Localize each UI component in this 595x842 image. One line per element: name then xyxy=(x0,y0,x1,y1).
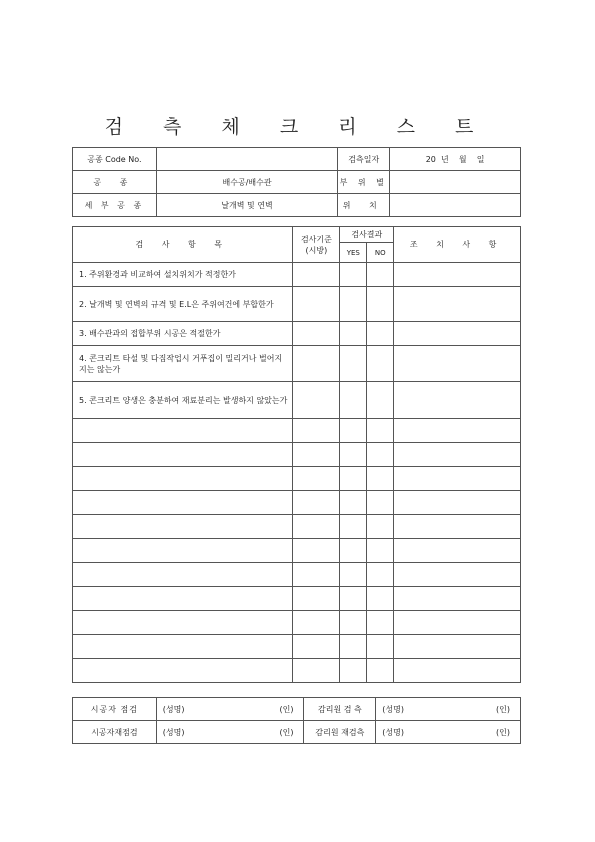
page-title: 검 측 체 크 리 스 트 xyxy=(104,116,491,138)
sign-name-text: (성명) xyxy=(382,727,404,737)
item-cell[interactable] xyxy=(73,611,293,635)
no-cell[interactable] xyxy=(367,515,394,539)
header-table xyxy=(72,147,521,217)
check-item: 4. 콘크리트 타설 및 다짐작업시 거푸집이 밀리거나 벌어지지는 않는가 xyxy=(73,346,293,382)
standard-cell[interactable] xyxy=(293,635,340,659)
yes-cell[interactable] xyxy=(340,587,367,611)
no-cell[interactable] xyxy=(367,467,394,491)
standard-cell[interactable] xyxy=(293,587,340,611)
yes-cell[interactable] xyxy=(340,539,367,563)
item-cell[interactable] xyxy=(73,635,293,659)
check-item: 2. 날개벽 및 연벽의 규격 및 E.L은 주위여건에 부합한가 xyxy=(73,287,293,322)
col-result-header: 검사결과 xyxy=(340,227,394,243)
no-cell[interactable] xyxy=(367,659,394,683)
empty-row xyxy=(73,563,521,587)
item-cell[interactable] xyxy=(73,443,293,467)
action-cell[interactable] xyxy=(394,263,521,287)
action-cell[interactable] xyxy=(394,563,521,587)
yes-cell[interactable] xyxy=(340,491,367,515)
standard-cell[interactable] xyxy=(293,491,340,515)
table-row xyxy=(73,322,521,346)
action-cell[interactable] xyxy=(394,287,521,322)
yes-cell[interactable] xyxy=(340,443,367,467)
yes-cell[interactable] xyxy=(340,287,367,322)
contractor-inspector-label: 시공자 점검 xyxy=(73,698,157,721)
action-cell[interactable] xyxy=(394,635,521,659)
empty-row xyxy=(73,539,521,563)
standard-cell[interactable] xyxy=(293,322,340,346)
table-row xyxy=(73,263,521,287)
table-row xyxy=(73,287,521,322)
no-cell[interactable] xyxy=(367,587,394,611)
yes-cell[interactable] xyxy=(340,611,367,635)
position-field[interactable] xyxy=(390,194,521,217)
empty-row xyxy=(73,443,521,467)
supervisor-reinspect-sign[interactable] xyxy=(376,721,521,744)
no-cell[interactable] xyxy=(367,419,394,443)
col-action-header: 조 치 사 항 xyxy=(394,227,521,263)
location-field[interactable] xyxy=(390,171,521,194)
no-cell[interactable] xyxy=(367,346,394,382)
seal-text: (인) xyxy=(279,704,294,714)
item-cell[interactable] xyxy=(73,419,293,443)
col-yes-header: YES xyxy=(340,243,367,263)
seal-text: (인) xyxy=(279,727,294,737)
empty-row xyxy=(73,419,521,443)
action-cell[interactable] xyxy=(394,322,521,346)
standard-cell[interactable] xyxy=(293,539,340,563)
empty-row xyxy=(73,515,521,539)
item-cell[interactable] xyxy=(73,563,293,587)
standard-cell[interactable] xyxy=(293,346,340,382)
sign-name-text: (성명) xyxy=(382,704,404,714)
no-cell[interactable] xyxy=(367,443,394,467)
yes-cell[interactable] xyxy=(340,659,367,683)
seal-text: (인) xyxy=(496,704,510,714)
action-cell[interactable] xyxy=(394,419,521,443)
yes-cell[interactable] xyxy=(340,263,367,287)
position-label: 위 치 xyxy=(338,194,390,217)
supervisor-inspect-label: 감리원 검 측 xyxy=(304,698,376,721)
no-cell[interactable] xyxy=(367,539,394,563)
empty-row xyxy=(73,467,521,491)
check-item: 3. 배수관과의 접합부위 시공은 적절한가 xyxy=(73,322,293,346)
action-cell[interactable] xyxy=(394,587,521,611)
no-cell[interactable] xyxy=(367,611,394,635)
no-cell[interactable] xyxy=(367,635,394,659)
table-row xyxy=(73,382,521,419)
work-type-value[interactable]: 배수공/배수관 xyxy=(156,171,337,194)
standard-cell[interactable] xyxy=(293,515,340,539)
yes-cell[interactable] xyxy=(340,346,367,382)
standard-cell[interactable] xyxy=(293,419,340,443)
detail-work-value[interactable]: 날개벽 및 연벽 xyxy=(156,194,337,217)
empty-row xyxy=(73,659,521,683)
item-cell[interactable] xyxy=(73,467,293,491)
signature-table xyxy=(72,697,521,744)
standard-cell[interactable] xyxy=(293,467,340,491)
inspection-date-label: 검측일자 xyxy=(338,148,390,171)
yes-cell[interactable] xyxy=(340,467,367,491)
standard-cell[interactable] xyxy=(293,382,340,419)
yes-cell[interactable] xyxy=(340,635,367,659)
yes-cell[interactable] xyxy=(340,419,367,443)
col-standard-header xyxy=(293,227,340,263)
action-cell[interactable] xyxy=(394,467,521,491)
action-cell[interactable] xyxy=(394,491,521,515)
standard-cell[interactable] xyxy=(293,563,340,587)
item-cell[interactable] xyxy=(73,515,293,539)
action-cell[interactable] xyxy=(394,346,521,382)
check-item: 5. 콘크리트 양생은 충분하여 재료분리는 발생하지 않았는가 xyxy=(73,382,293,419)
no-cell[interactable] xyxy=(367,287,394,322)
code-label: 공종 Code No. xyxy=(73,148,157,171)
location-label: 부 위 별 xyxy=(338,171,390,194)
contractor-inspector-sign[interactable] xyxy=(156,698,304,721)
item-cell[interactable] xyxy=(73,659,293,683)
item-cell[interactable] xyxy=(73,539,293,563)
standard-cell[interactable] xyxy=(293,659,340,683)
col-item-header: 검 사 항 목 xyxy=(73,227,293,263)
check-item: 1. 주위환경과 비교하여 설치위치가 적정한가 xyxy=(73,263,293,287)
no-cell[interactable] xyxy=(367,382,394,419)
action-cell[interactable] xyxy=(394,539,521,563)
item-cell[interactable] xyxy=(73,587,293,611)
code-field[interactable] xyxy=(156,148,337,171)
yes-cell[interactable] xyxy=(340,563,367,587)
yes-cell[interactable] xyxy=(340,322,367,346)
no-cell[interactable] xyxy=(367,322,394,346)
table-row xyxy=(73,346,521,382)
standard-cell[interactable] xyxy=(293,611,340,635)
empty-row xyxy=(73,635,521,659)
action-cell[interactable] xyxy=(394,659,521,683)
empty-row xyxy=(73,587,521,611)
action-cell[interactable] xyxy=(394,515,521,539)
standard-cell[interactable] xyxy=(293,263,340,287)
empty-row xyxy=(73,491,521,515)
col-standard-line2: (시방) xyxy=(305,245,328,255)
action-cell[interactable] xyxy=(394,382,521,419)
action-cell[interactable] xyxy=(394,611,521,635)
standard-cell[interactable] xyxy=(293,287,340,322)
col-no-header: NO xyxy=(367,243,394,263)
seal-text: (인) xyxy=(496,727,510,737)
checklist-table xyxy=(72,226,521,683)
col-standard-line1: 검사기준 xyxy=(300,234,332,244)
standard-cell[interactable] xyxy=(293,443,340,467)
detail-work-label: 세 부 공 종 xyxy=(73,194,157,217)
no-cell[interactable] xyxy=(367,491,394,515)
action-cell[interactable] xyxy=(394,443,521,467)
sign-name-text: (성명) xyxy=(162,727,185,737)
item-cell[interactable] xyxy=(73,491,293,515)
sign-name-text: (성명) xyxy=(162,704,185,714)
work-type-label: 공 종 xyxy=(73,171,157,194)
contractor-reinspector-sign[interactable] xyxy=(156,721,304,744)
supervisor-reinspect-label: 감리원 재검측 xyxy=(304,721,376,744)
inspection-date-field[interactable]: 20 년 월 일 xyxy=(390,148,521,171)
yes-cell[interactable] xyxy=(340,515,367,539)
supervisor-inspect-sign[interactable] xyxy=(376,698,521,721)
no-cell[interactable] xyxy=(367,263,394,287)
yes-cell[interactable] xyxy=(340,382,367,419)
contractor-reinspector-label: 시공자재점검 xyxy=(73,721,157,744)
empty-row xyxy=(73,611,521,635)
no-cell[interactable] xyxy=(367,563,394,587)
